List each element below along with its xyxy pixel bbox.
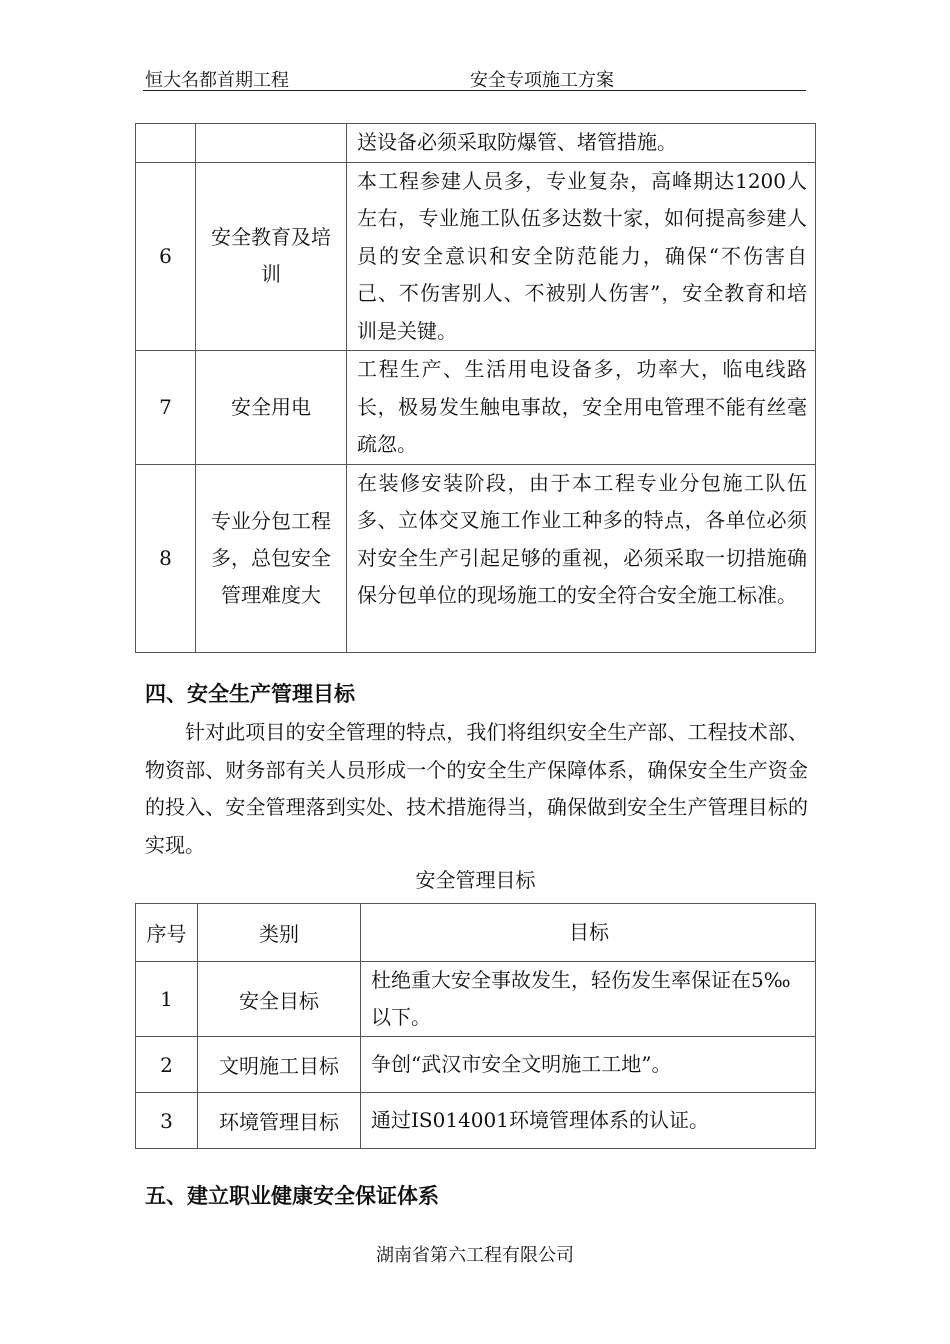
table-row [136,464,816,652]
goal-table [135,903,816,1149]
row-number [136,124,196,163]
page-header [143,62,806,91]
header-category: 类别 [198,904,361,962]
table-row [136,962,816,1037]
header-goal: 目标 [361,904,816,962]
row-number: 7 [136,351,196,465]
row-category: 安全教育及培训 [196,162,347,351]
row-goal: 通过IS014001环境管理体系的认证。 [361,1093,816,1149]
row-category: 安全用电 [196,351,347,465]
risk-table [135,123,816,653]
section-5-title: 五、建立职业健康安全保证体系 [145,1183,439,1208]
table-caption: 安全管理目标 [415,868,536,892]
row-category [196,124,347,163]
row-description: 送设备必须采取防爆管、堵管措施。 [347,124,816,163]
page-footer: 湖南省第六工程有限公司 [376,1245,574,1266]
row-category: 文明施工目标 [198,1037,361,1093]
section-4-title: 四、安全生产管理目标 [145,681,355,706]
row-goal: 杜绝重大安全事故发生，轻伤发生率保证在5‰以下。 [361,962,816,1037]
row-number: 6 [136,162,196,351]
table-header-row [136,904,816,962]
row-number: 1 [136,962,198,1037]
table-row [136,351,816,465]
row-number: 2 [136,1037,198,1093]
row-number: 3 [136,1093,198,1149]
row-category: 专业分包工程多，总包安全管理难度大 [196,464,347,652]
row-description: 工程生产、生活用电设备多，功率大，临电线路长，极易发生触电事故，安全用电管理不能有丝毫疏忽。 [347,351,816,465]
header-num: 序号 [136,904,198,962]
row-goal: 争创“武汉市安全文明施工工地”。 [361,1037,816,1093]
table-row [136,1037,816,1093]
table-row [136,124,816,163]
row-category: 环境管理目标 [198,1093,361,1149]
row-description: 在装修安装阶段，由于本工程专业分包施工队伍多、立体交叉施工作业工种多的特点，各单位必须对安全生产引起足够的重视，必须采取一切措施确保分包单位的现场施工的安全符合安全施工标准。 [347,464,816,652]
section-4-paragraph: 针对此项目的安全管理的特点，我们将组织安全生产部、工程技术部、物资部、财务部有关人员形成一个的安全生产保障体系，确保安全生产资金的投入、安全管理落到实处、技术措施得当，确保做到安全生产管理目标的实现。 [145,720,808,857]
row-number: 8 [136,464,196,652]
table-row [136,162,816,351]
document-title: 安全专项施工方案 [470,70,614,91]
row-description: 本工程参建人员多，专业复杂，高峰期达1200人左右，专业施工队伍多达数十家，如何提高参建人员的安全意识和安全防范能力，确保“不伤害自己、不伤害别人、不被别人伤害”，安全教育和培训是关键。 [347,162,816,351]
row-category: 安全目标 [198,962,361,1037]
project-name: 恒大名都首期工程 [145,70,289,91]
table-row [136,1093,816,1149]
